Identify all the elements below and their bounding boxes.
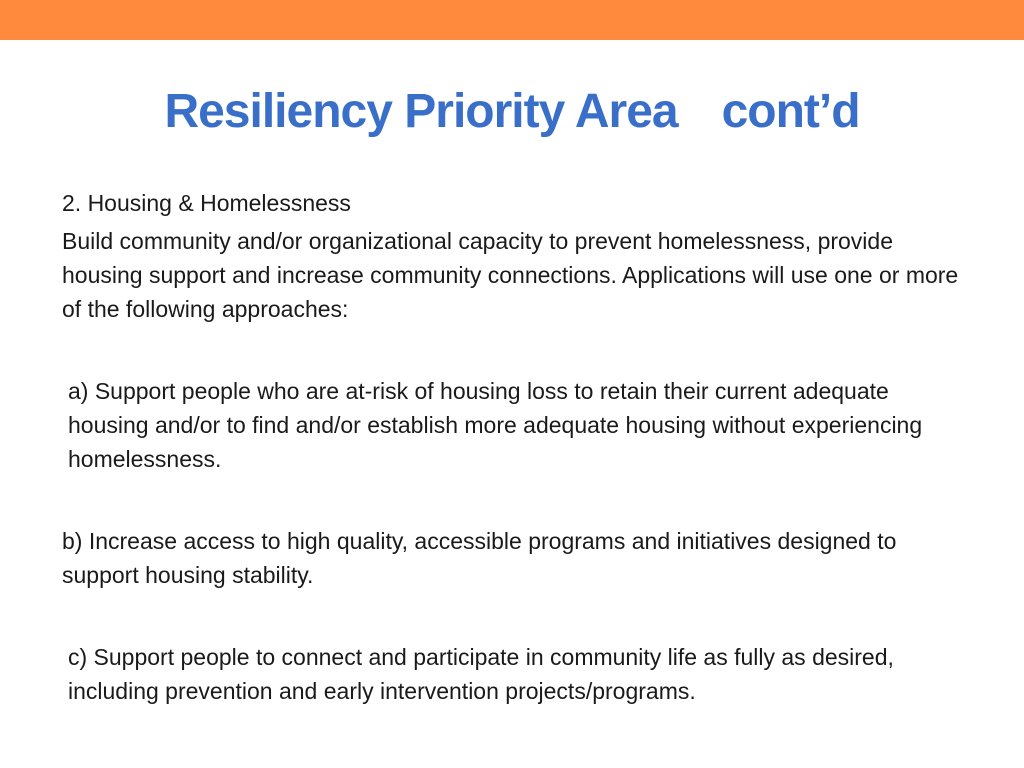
top-accent-bar — [0, 0, 1024, 40]
approach-item-b: b) Increase access to high quality, accessible programs and initiatives designed to support housing stability. — [62, 528, 897, 588]
intro-paragraph: Build community and/or organizational capacity to prevent homelessness, provide housing support and increase community connections. Applications will use one or more of the following approaches: — [62, 228, 959, 322]
slide-title-suffix: cont’d — [721, 85, 860, 138]
approach-item-a: a) Support people who are at-risk of housing loss to retain their current adequate housing and/or to find and/or establish more adequate housing without experiencing homelessness. — [68, 378, 923, 472]
approach-item-c: c) Support people to connect and participate in community life as fully as desired, including prevention and early intervention projects/programs. — [68, 644, 894, 704]
slide-title-main: Resiliency Priority Area — [164, 85, 678, 138]
slide-title — [0, 82, 1024, 142]
section-subheading: 2. Housing & Homelessness — [62, 190, 351, 216]
slide-body — [62, 186, 972, 708]
